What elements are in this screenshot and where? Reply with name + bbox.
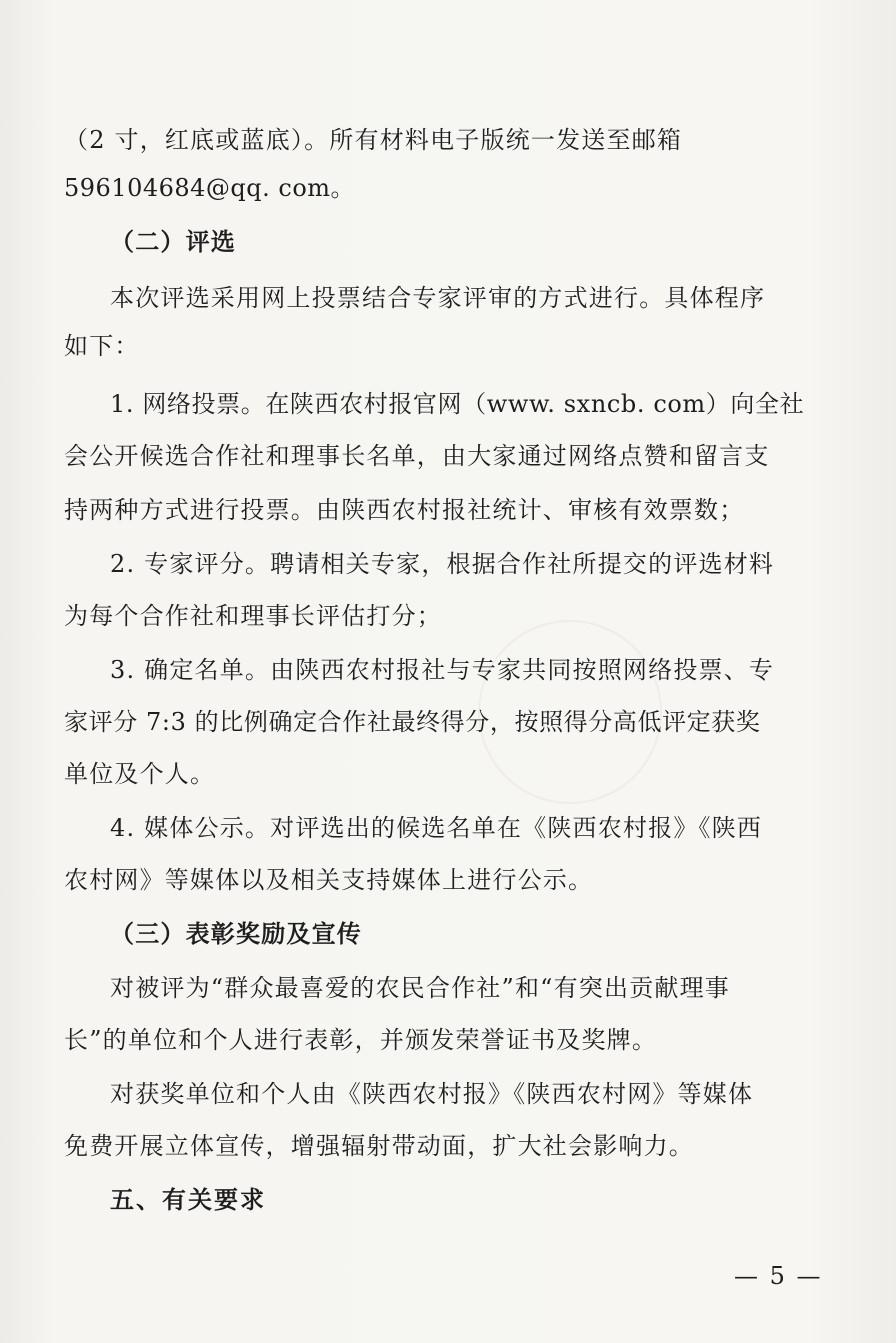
- text-line: 1. 网络投票。在陕西农村报官网（www. sxncb. com）向全社: [110, 390, 805, 418]
- text-line: 如下：: [64, 332, 140, 360]
- text-line: 596104684@qq. com。: [64, 174, 356, 202]
- text-line: 3. 确定名单。由陕西农村报社与专家共同按照网络投票、专: [110, 656, 775, 684]
- text-line: 免费开展立体宣传，增强辐射带动面，扩大社会影响力。: [64, 1132, 694, 1160]
- section-heading-requirements: 五、有关要求: [110, 1185, 266, 1214]
- text-line: 单位及个人。: [64, 760, 216, 788]
- subheading-selection: （二）评选: [110, 227, 236, 256]
- subheading-awards: （三）表彰奖励及宣传: [110, 919, 362, 948]
- text-line: 为每个合作社和理事长评估打分；: [64, 602, 442, 630]
- text-line: 对被评为“群众最喜爱的农民合作社”和“有突出贡献理事: [110, 974, 731, 1002]
- text-line: 4. 媒体公示。对评选出的候选名单在《陕西农村报》《陕西: [110, 814, 763, 842]
- text-line: 对获奖单位和个人由《陕西农村报》《陕西农村网》等媒体: [110, 1080, 754, 1108]
- text-line: 持两种方式进行投票。由陕西农村报社统计、审核有效票数；: [64, 496, 745, 524]
- text-line: 2. 专家评分。聘请相关专家，根据合作社所提交的评选材料: [110, 550, 775, 578]
- page-number: — 5 —: [734, 1262, 823, 1290]
- text-line: （2 寸，红底或蓝底）。所有材料电子版统一发送至邮箱: [64, 126, 683, 154]
- text-line: 本次评选采用网上投票结合专家评审的方式进行。具体程序: [110, 284, 766, 312]
- text-line: 家评分 7:3 的比例确定合作社最终得分，按照得分高低评定获奖: [64, 708, 761, 736]
- text-line: 会公开候选合作社和理事长名单，由大家通过网络点赞和留言支: [64, 442, 770, 470]
- text-line: 农村网》等媒体以及相关支持媒体上进行公示。: [64, 866, 594, 894]
- text-line: 长”的单位和个人进行表彰，并颁发荣誉证书及奖牌。: [64, 1026, 658, 1054]
